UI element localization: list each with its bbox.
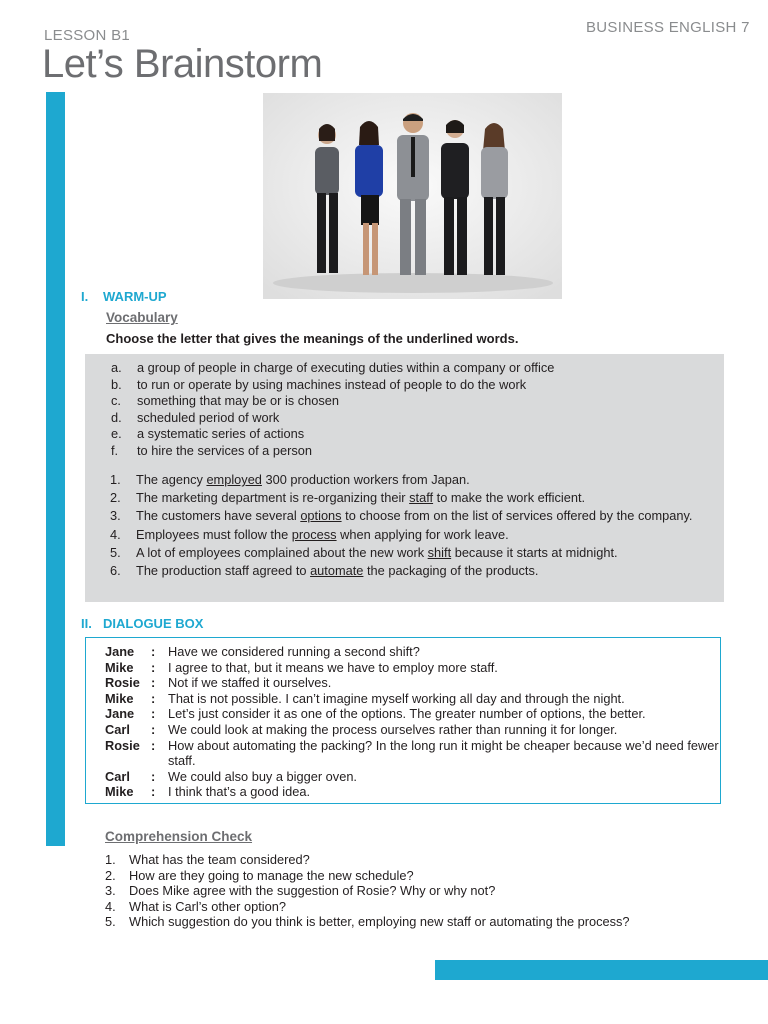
definitions-list [111, 360, 554, 460]
definition-text: something that may be or is chosen [137, 393, 340, 409]
definition-item [111, 360, 554, 377]
speaker-name: Mike [105, 659, 134, 675]
sentence-text-after: because it starts at midnight. [451, 544, 618, 560]
dialogue-text: We could look at making the process ourselves rather than running it for longer. [168, 721, 618, 737]
dialogue-text: Let’s just consider it as one of the options. The greater number of options, the better. [168, 706, 646, 722]
definition-text: a group of people in charge of executing duties within a company or office [137, 360, 555, 375]
question-number: 4. [105, 898, 116, 914]
question-text: How are they going to manage the new schedule? [129, 867, 414, 883]
colon: : [151, 768, 156, 784]
speaker-name: Rosie [105, 675, 140, 691]
warmup-heading [81, 289, 167, 304]
speaker-name: Carl [105, 721, 130, 737]
speaker-name: Mike [105, 690, 134, 706]
sentence-number: 2. [110, 490, 121, 506]
underlined-word: automate [310, 563, 364, 579]
sentences-list [110, 471, 724, 580]
sentence-text-before: The customers have several [136, 508, 301, 524]
course-label: BUSINESS ENGLISH 7 [586, 19, 750, 36]
speaker-name: Carl [105, 768, 130, 784]
colon: : [151, 690, 156, 706]
dialogue-text: We could also buy a bigger oven. [168, 768, 357, 784]
question-text: Which suggestion do you think is better, employing new staff or automating the process? [129, 914, 630, 930]
sentence-text-after: when applying for work leave. [336, 526, 509, 542]
dialogue-line [105, 769, 728, 785]
dialogue-text: I think that’s a good idea. [168, 784, 311, 800]
colon: : [151, 784, 156, 800]
question-text: What is Carl’s other option? [129, 898, 286, 914]
sentence-text-after: to choose from on the list of services offered by the company. [341, 508, 693, 524]
dialogue-lines [105, 644, 728, 800]
lesson-label: LESSON B1 [44, 27, 131, 44]
sentence-text-before: The production staff agreed to [136, 563, 311, 579]
colon: : [151, 659, 156, 675]
sentence-text-before: A lot of employees complained about the new work [136, 544, 428, 560]
sentence-item [110, 471, 724, 489]
colon: : [151, 737, 156, 753]
definition-text: to hire the services of a person [137, 442, 312, 458]
question-text: Does Mike agree with the suggestion of Rosie? Why or why not? [129, 883, 496, 899]
question-number: 2. [105, 867, 116, 883]
sentence-text-before: The agency [136, 472, 207, 487]
question-item [105, 883, 630, 899]
page-title: Let’s Brainstorm [42, 42, 323, 86]
sentence-text-after: to make the work efficient. [433, 490, 586, 506]
definition-letter: f. [111, 442, 119, 458]
definition-letter: c. [111, 393, 121, 409]
sentence-item [110, 526, 724, 544]
definition-letter: d. [111, 409, 122, 425]
question-number: 5. [105, 914, 116, 930]
colon: : [151, 706, 156, 722]
dialogue-line [105, 738, 728, 769]
sentence-number: 6. [110, 563, 121, 579]
sentence-number: 5. [110, 544, 121, 560]
question-text: What has the team considered? [129, 852, 310, 867]
sentence-number: 1. [110, 472, 121, 487]
question-number: 3. [105, 883, 116, 899]
warmup-number: I. [81, 289, 89, 304]
colon: : [151, 644, 156, 659]
speaker-name: Mike [105, 784, 134, 800]
comprehension-subheading: Comprehension Check [105, 829, 253, 844]
dialogue-heading [81, 616, 203, 631]
sentence-text-after: 300 production workers from Japan. [261, 472, 470, 487]
definition-item [111, 377, 554, 394]
underlined-word: employed [206, 472, 262, 487]
question-number: 1. [105, 852, 116, 867]
sentence-item [110, 544, 724, 562]
definition-letter: b. [111, 376, 122, 392]
sentence-text-before: The marketing department is re-organizing their [136, 490, 410, 506]
accent-side-bar [46, 92, 65, 846]
definition-item [111, 410, 554, 427]
question-item [105, 899, 630, 915]
dialogue-line [105, 644, 728, 660]
dialogue-line [105, 706, 728, 722]
dialogue-line [105, 784, 728, 800]
sentence-text-after: the packaging of the products. [363, 563, 539, 579]
sentence-number: 4. [110, 526, 121, 542]
dialogue-title: DIALOGUE BOX [103, 616, 204, 631]
sentence-number: 3. [110, 508, 121, 524]
question-item [105, 914, 630, 930]
definition-item [111, 426, 554, 443]
underlined-word: shift [427, 544, 452, 560]
sentence-text-before: Employees must follow the [136, 526, 292, 542]
definition-item [111, 393, 554, 410]
definition-letter: e. [111, 426, 122, 442]
definition-item [111, 443, 554, 460]
definition-text: a systematic series of actions [137, 426, 305, 442]
question-item [105, 868, 630, 884]
sentence-item [110, 507, 724, 525]
dialogue-text: That is not possible. I can’t imagine myself working all day and through the night. [168, 690, 625, 706]
questions-list [105, 852, 630, 930]
underlined-word: options [300, 508, 342, 524]
speaker-name: Rosie [105, 737, 140, 753]
colon: : [151, 675, 156, 691]
warmup-title: WARM-UP [103, 289, 167, 304]
question-item [105, 852, 630, 868]
dialogue-text: Have we considered running a second shift? [168, 644, 420, 659]
speaker-name: Jane [105, 644, 135, 659]
colon: : [151, 721, 156, 737]
business-team-photo [263, 93, 562, 299]
accent-bottom-bar [435, 960, 768, 980]
dialogue-line [105, 691, 728, 707]
definition-letter: a. [111, 360, 122, 375]
definition-text: scheduled period of work [137, 409, 280, 425]
speaker-name: Jane [105, 706, 135, 722]
vocabulary-instruction: Choose the letter that gives the meanings of the underlined words. [106, 331, 519, 346]
definition-text: to run or operate by using machines instead of people to do the work [137, 376, 527, 392]
sentence-item [110, 489, 724, 507]
dialogue-text: How about automating the packing? In the long run it might be cheaper because we’d need fewer staff. [168, 737, 719, 769]
underlined-word: process [291, 526, 337, 542]
dialogue-line [105, 722, 728, 738]
dialogue-text: Not if we staffed it ourselves. [168, 675, 332, 691]
dialogue-line [105, 675, 728, 691]
dialogue-text: I agree to that, but it means we have to employ more staff. [168, 659, 498, 675]
vocabulary-subheading: Vocabulary [106, 310, 178, 325]
sentence-item [110, 562, 724, 580]
dialogue-line [105, 660, 728, 676]
dialogue-number: II. [81, 616, 92, 631]
underlined-word: staff [409, 490, 434, 506]
